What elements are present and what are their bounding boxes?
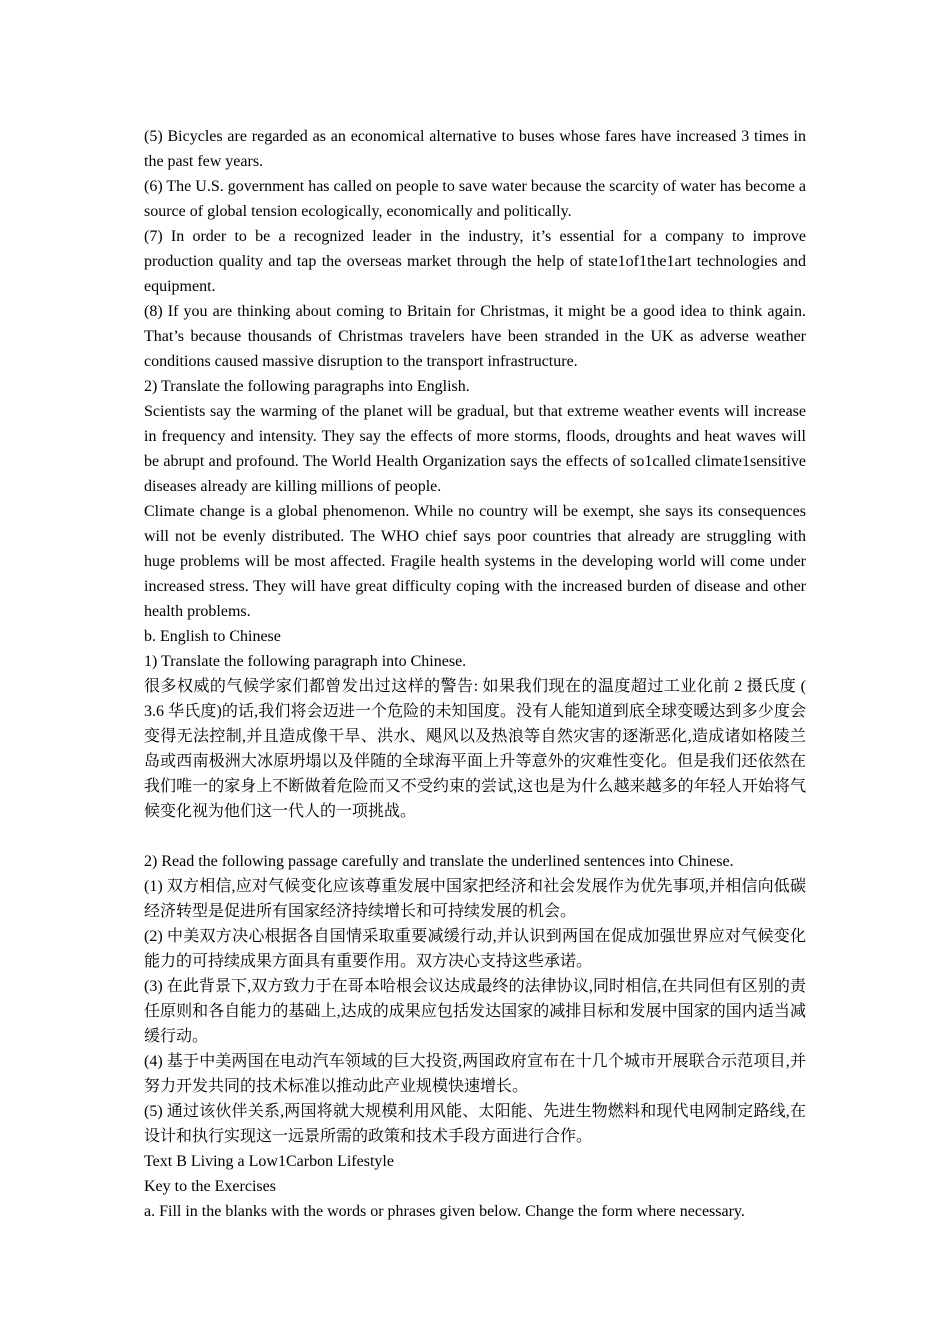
exercise-item-5: (5) Bicycles are regarded as an economical alternative to buses whose fares have increased 3 times in the past few years.: [144, 128, 806, 170]
chinese-item-3: (3) 在此背景下,双方致力于在哥本哈根会议达成最终的法律协议,同时相信,在共同但有区别的责任原则和各自能力的基础上,达成的成果应包括发达国家的减排目标和发展中国家的国内适当减缓行动。: [144, 978, 806, 1045]
underlined-sentences-heading: 2) Read the following passage carefully and translate the underlined sentences into Chinese.: [144, 853, 734, 870]
exercise-item-6: (6) The U.S. government has called on people to save water because the scarcity of water has become a source of global tension ecologically, economically and politically.: [144, 178, 806, 220]
key-to-exercises-heading: Key to the Exercises: [144, 1178, 276, 1195]
document-body: [144, 124, 806, 1224]
exercise-item-8: (8) If you are thinking about coming to Britain for Christmas, it might be a good idea to think again. That’s because thousands of Christmas travelers have been stranded in the UK as adverse weather conditions caused massive disruption to the transport infrastructure.: [144, 303, 806, 370]
chinese-item-4: (4) 基于中美两国在电动汽车领域的巨大投资,两国政府宣布在十几个城市开展联合示范项目,并努力开发共同的技术标准以推动此产业规模快速增长。: [144, 1053, 806, 1095]
chinese-item-5: (5) 通过该伙伴关系,两国将就大规模利用风能、太阳能、先进生物燃料和现代电网制定路线,在设计和执行实现这一远景所需的政策和技术手段方面进行合作。: [144, 1103, 806, 1145]
translate-to-english-heading: 2) Translate the following paragraphs into English.: [144, 378, 470, 395]
exercise-a-instruction: a. Fill in the blanks with the words or phrases given below. Change the form where necessary.: [144, 1203, 745, 1220]
chinese-item-1: (1) 双方相信,应对气候变化应该尊重发展中国家把经济和社会发展作为优先事项,并相信向低碳经济转型是促进所有国家经济持续增长和可持续发展的机会。: [144, 878, 806, 920]
english-paragraph-2: Climate change is a global phenomenon. While no country will be exempt, she says its consequences will not be evenly distributed. The WHO chief says poor countries that already are struggling with huge problems will be most affected. Fragile health systems in the developing world will come under increased stress. They will have great difficulty coping with the increased burden of disease and other health problems.: [144, 503, 806, 620]
spacer: [144, 824, 806, 849]
english-paragraph-1: Scientists say the warming of the planet will be gradual, but that extreme weather events will increase in frequency and intensity. They say the effects of more storms, floods, droughts and heat waves will be abrupt and profound. The World Health Organization says the effects of so1called climate1sensitive diseases already are killing millions of people.: [144, 403, 806, 495]
text-b-title: Text B Living a Low1Carbon Lifestyle: [144, 1153, 394, 1170]
english-to-chinese-heading: b. English to Chinese: [144, 628, 281, 645]
translate-to-chinese-heading: 1) Translate the following paragraph into Chinese.: [144, 653, 467, 670]
chinese-paragraph: 很多权威的气候学家们都曾发出过这样的警告: 如果我们现在的温度超过工业化前 2 摄氏度 ( 3.6 华氏度)的话,我们将会迈进一个危险的未知国度。没有人能知道到底全球变暖达到多少度会变得无法控制,并且造成像干旱、洪水、飓风以及热浪等自然灾害的逐渐恶化,造成诸如格陵兰岛或西南极洲大冰原坍塌以及伴随的全球海平面上升等意外的灾难性变化。但是我们还依然在我们唯一的家身上不断做着危险而又不受约束的尝试,这也是为什么越来越多的年轻人开始将气候变化视为他们这一代人的一项挑战。: [144, 678, 806, 820]
chinese-item-2: (2) 中美双方决心根据各自国情采取重要减缓行动,并认识到两国在促成加强世界应对气候变化能力的可持续成果方面具有重要作用。双方决心支持这些承诺。: [144, 928, 806, 970]
exercise-item-7: (7) In order to be a recognized leader in the industry, it’s essential for a company to improve production quality and tap the overseas market through the help of state1of1the1art technologies and equipment.: [144, 228, 806, 295]
